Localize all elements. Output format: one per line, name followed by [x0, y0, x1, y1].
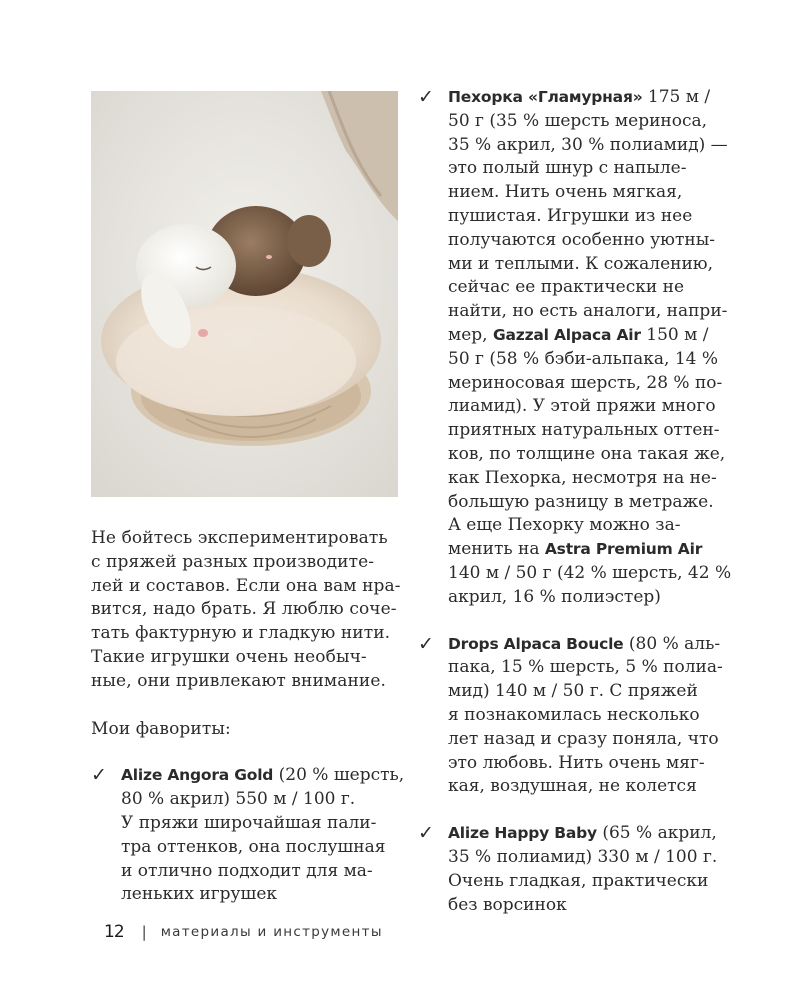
checkmark-icon: ✓: [91, 764, 107, 787]
list-item-drops-alpaca-boucle: ✓ Drops Alpaca Boucle (80 % аль- пака, 15 % шерсть, 5 % полиа- мид) 140 м / 50 г. С пряжей я познакомилась несколько лет назад и сразу поняла, что это любовь. Нить очень мяг- кая, воздушная, не колется: [418, 632, 723, 797]
list-item-alize-happy-baby: ✓ Alize Happy Baby (65 % акрил, 35 % полиамид) 330 м / 100 г. Очень гладкая, практически без ворсинок: [418, 822, 718, 915]
brand-name: Drops Alpaca Boucle: [448, 634, 624, 653]
page-number: 12: [104, 922, 124, 942]
list-item-pekhorka-glamurnaya: ✓ Пехорка «Гламурная» 175 м / 50 г (35 % шерсть мериноса, 35 % акрил, 30 % полиамид) — это полый шнур с напыле- нием. Нить очень мягкая, пушистая. Игрушки из нее получаются особенно уютны- ми и теплыми. К сожалению, сейчас ее практически не найти, но есть аналоги, напри- мер, Gazzal Alpaca Air 150 м / 50 г (58 % бэби-альпака, 14 % мериносовая шерсть, 28 % по- лиамид). У этой пряжи много приятных натуральных оттен- ков, по толщине она такая же, как Пехорка, несмотря на не- большую разницу в метраже. А еще Пехорку можно за- менить на Astra Premium Air 140 м / 50 г (42 % шерсть, 42 % акрил, 16 % полиэстер): [418, 86, 732, 607]
brand-name: Alize Happy Baby: [448, 824, 597, 843]
favorites-heading: Мои фавориты:: [91, 718, 231, 739]
checkmark-icon: ✓: [418, 86, 434, 108]
left-column: [91, 527, 405, 907]
brand-name: Gazzal Alpaca Air: [492, 325, 641, 344]
right-column: [418, 86, 738, 917]
brand-name: Alize Angora Gold: [121, 766, 274, 785]
checkmark-icon: ✓: [418, 822, 434, 845]
page-footer: [104, 922, 383, 942]
knitted-toys-photo: [91, 91, 398, 497]
checkmark-icon: ✓: [418, 632, 434, 655]
intro-paragraph: Не бойтесь экспериментировать с пряжей разных производите- лей и составов. Если она вам нра- вится, надо брать. Я люблю соче- тать фактурную и гладкую нити. Такие игрушки очень необыч- ные, они привлекают внимание.: [91, 528, 401, 691]
section-title: материалы и инструменты: [160, 924, 383, 940]
footer-separator: |: [141, 923, 147, 941]
brand-name: Astra Premium Air: [544, 540, 703, 559]
brand-name: Пехорка «Гламурная»: [448, 88, 643, 106]
list-item-alize-angora-gold: ✓ Alize Angora Gold (20 % шерсть, 80 % акрил) 550 м / 100 г. У пряжи широчайшая пали- тра оттенков, она послушная и отлично подходит для ма- леньких игрушек: [91, 764, 405, 905]
